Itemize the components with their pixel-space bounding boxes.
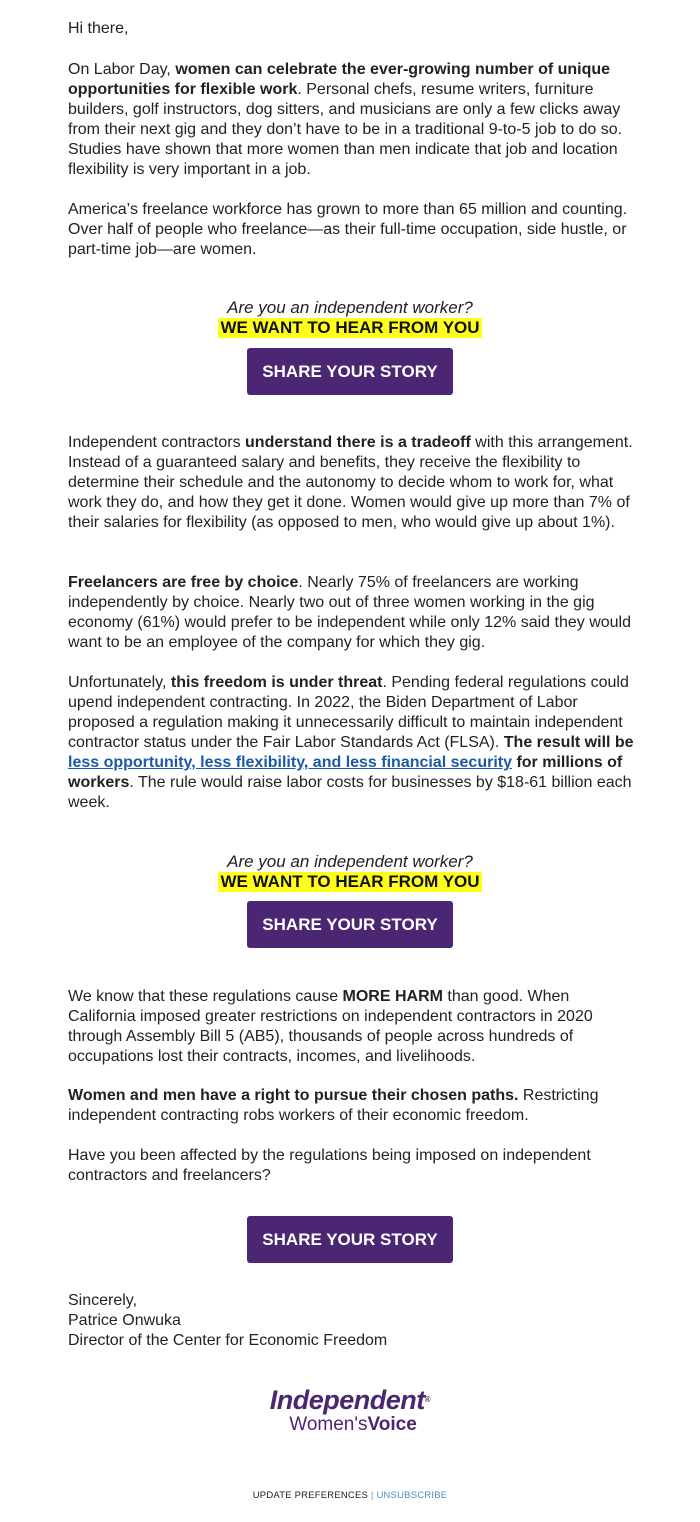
paragraph-tradeoff: Independent contractors understand there is a tradeoff with this arrangement. Instead of a guaranteed salary and benefits, they receive the flexibility to determine their schedule and the autonomy to decide whom to work for, what work they do, and how they get it done. Women would give up more than 7% of their salaries for flexibility (as opposed to men, who would give up about 1%).: [68, 434, 633, 531]
logo-line-independent: Independent: [269, 1385, 425, 1415]
signoff-name: Patrice Onwuka: [68, 1312, 181, 1329]
paragraph-affected-question: Have you been affected by the regulations being imposed on independent contractors and freelancers?: [68, 1147, 591, 1184]
signoff-closing: Sincerely,: [68, 1292, 138, 1309]
paragraph-labor-day: On Labor Day, women can celebrate the ever-growing number of unique opportunities for flexible work. Personal chefs, resume writers, furniture builders, golf instructors, dog sitters, and musicians are only a few clicks away from their next gig and they don’t have to be in a traditional 9-to-5 job to do so. Studies have shown that more women than men indicate that job and location flexibility is very important in a job.: [68, 61, 623, 178]
cta-question: Are you an independent worker?: [227, 852, 473, 871]
logo-word-womens: Women's: [289, 1414, 368, 1435]
independent-womens-voice-logo: [0, 1386, 700, 1436]
cta-question: Are you an independent worker?: [227, 298, 473, 317]
signature: [68, 1291, 640, 1351]
paragraph-free-by-choice: Freelancers are free by choice. Nearly 75% of freelancers are working independently by choice. Nearly two out of three women working in the gig economy (61%) would prefer to be independent while only 12% said they would want to be an employee of the company for which they gig.: [68, 574, 632, 651]
paragraph-right-to-pursue: Women and men have a right to pursue their chosen paths. Restricting independent contracting robs workers of their economic freedom.: [68, 1087, 599, 1124]
update-preferences-link[interactable]: UPDATE PREFERENCES: [252, 1490, 369, 1501]
logo-word-voice: Voice: [367, 1414, 417, 1435]
footer-separator: |: [370, 1490, 374, 1501]
cta-block-2: [0, 852, 700, 948]
cta-block-1: [0, 298, 700, 395]
paragraph-more-harm: We know that these regulations cause MORE HARM than good. When California imposed greater restrictions on independent contractors in 2020 through Assembly Bill 5 (AB5), thousands of people across hundreds of occupations lost their contracts, incomes, and livelihoods.: [68, 988, 593, 1065]
paragraph-freelance-workforce: America’s freelance workforce has grown to more than 65 million and counting. Over half of people who freelance—as their full-time occupation, side hustle, or part-time job—are women.: [68, 201, 628, 258]
unsubscribe-link[interactable]: UNSUBSCRIBE: [376, 1490, 448, 1501]
cta-headline: WE WANT TO HEAR FROM YOU: [220, 872, 480, 891]
share-your-story-button[interactable]: SHARE YOUR STORY: [247, 348, 453, 395]
share-your-story-button[interactable]: SHARE YOUR STORY: [247, 901, 453, 948]
greeting: Hi there,: [68, 20, 129, 37]
email-footer: [0, 1490, 700, 1501]
paragraph-under-threat: Unfortunately, this freedom is under threat. Pending federal regulations could upend independent contracting. In 2022, the Biden Department of Labor proposed a regulation making it unnecessarily difficult to maintain independent contractor status under the Fair Labor Standards Act (FLSA). The result will be less opportunity, less flexibility, and less financial security for millions of workers. The rule would raise labor costs for businesses by $18-61 billion each week.: [68, 674, 634, 811]
cta-headline: WE WANT TO HEAR FROM YOU: [220, 318, 480, 337]
signoff-title: Director of the Center for Economic Freedom: [68, 1332, 388, 1349]
logo-registered-mark: ®: [424, 1395, 431, 1404]
less-opportunity-link[interactable]: less opportunity, less flexibility, and less financial security: [68, 754, 512, 771]
share-your-story-button[interactable]: SHARE YOUR STORY: [247, 1216, 453, 1263]
cta-block-3: [0, 1216, 700, 1263]
